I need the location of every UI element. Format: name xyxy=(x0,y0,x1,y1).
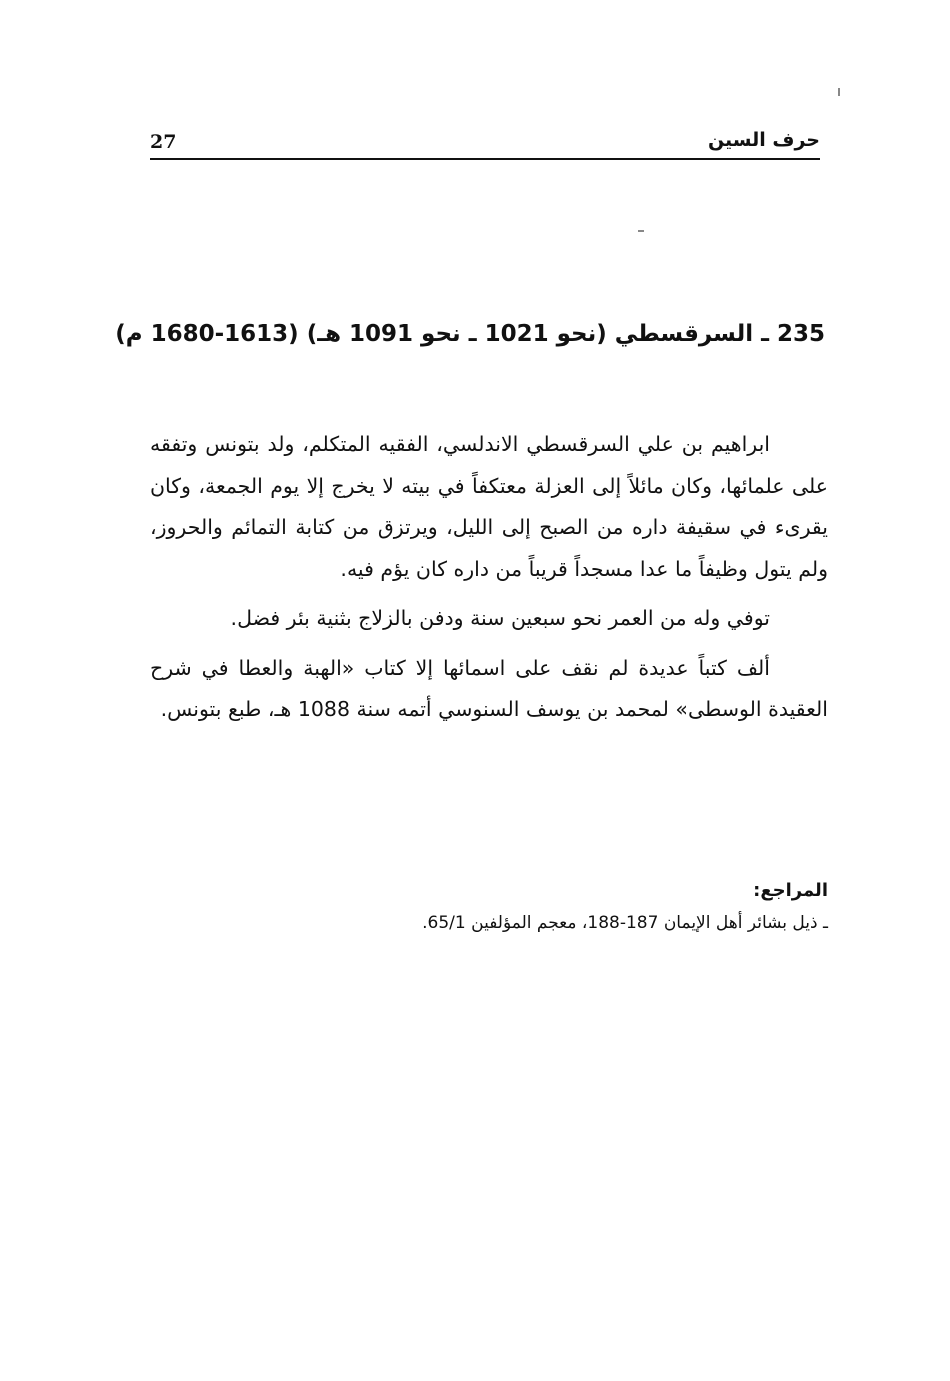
entry-heading: 235 ـ السرقسطي (نحو 1021 ـ نحو 1091 هـ) (1613-1680 م) xyxy=(115,321,825,347)
running-header xyxy=(150,128,820,160)
biography-paragraph: ابراهيم بن علي السرقسطي الاندلسي، الفقيه المتكلم، ولد بتونس وتفقه على علمائها، وكان مائلاً إلى العزلة معتكفاً في بيته لا يخرج إلا يوم الجمعة، وكان يقرىء في سقيفة داره من الصبح إلى الليل، ويرتزق من كتابة التمائم والحروز، ولم يتول وظيفاً ما عدا مسجداً قريباً من داره كان يؤم فيه. xyxy=(150,432,828,581)
scan-speck xyxy=(838,88,840,96)
reference-item: ـ ذيل بشائر أهل الإيمان 187-188، معجم المؤلفين 65/1. xyxy=(422,913,828,933)
references-section xyxy=(300,874,828,938)
page-number: 27 xyxy=(150,131,177,153)
scan-speck xyxy=(638,230,644,232)
entry-body xyxy=(150,424,828,731)
references-heading: المراجع: xyxy=(753,880,828,901)
works-paragraph: ألف كتباً عديدة لم نقف على اسمائها إلا كتاب «الهبة والعطا في شرح العقيدة الوسطى» لمحمد بن يوسف السنوسي أتمه سنة 1088 هـ، طبع بتونس. xyxy=(150,655,828,721)
chapter-title: حرف السين xyxy=(707,129,820,151)
death-paragraph: توفي وله من العمر نحو سبعين سنة ودفن بالزلاج بثنية بئر فضل. xyxy=(230,606,770,630)
